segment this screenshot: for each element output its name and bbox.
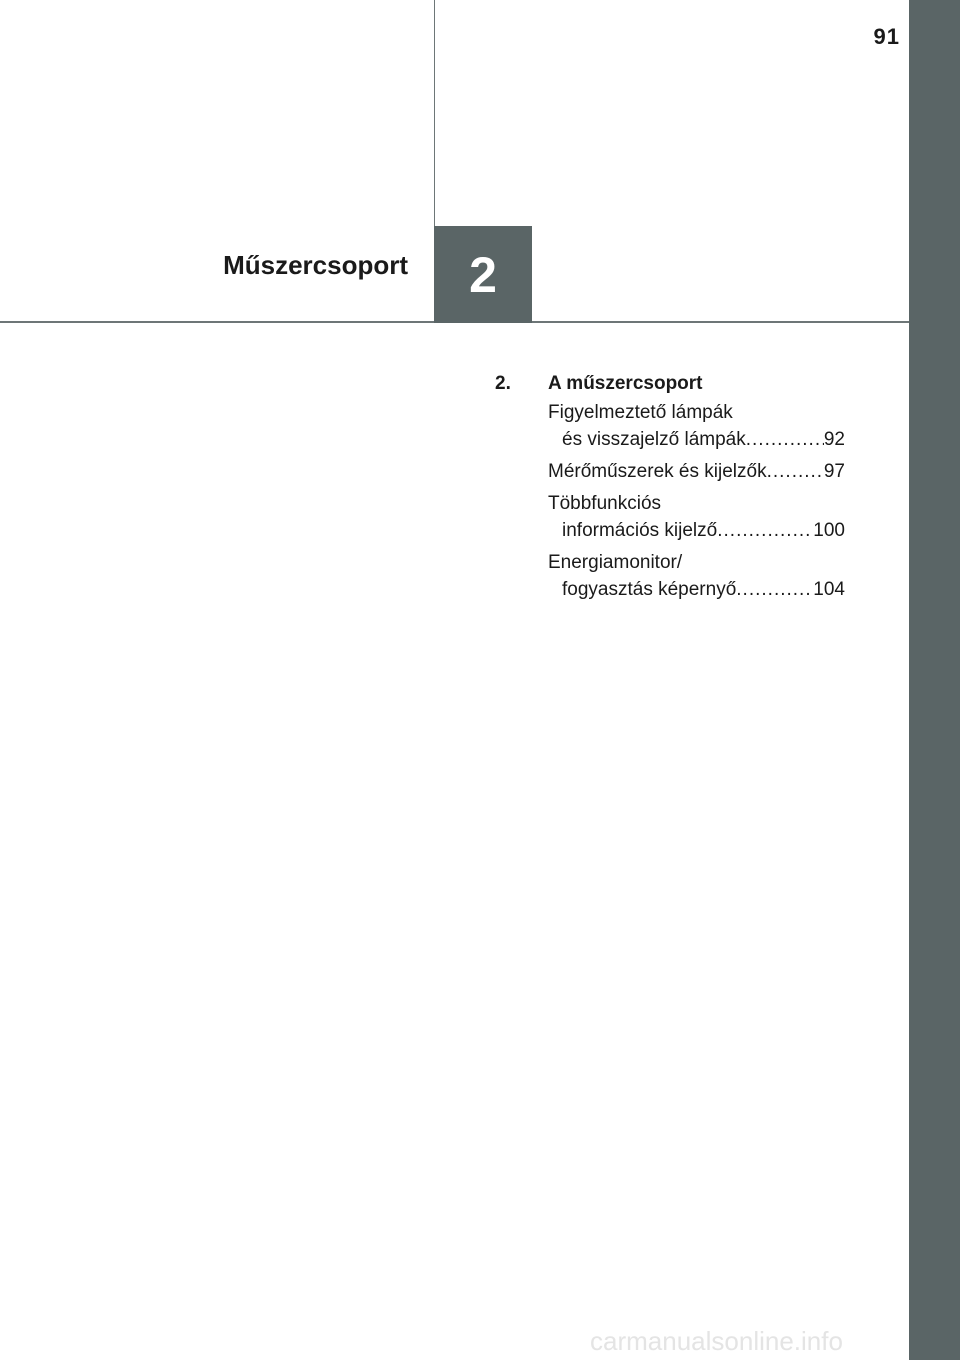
toc-entry-line2: információs kijelző — [562, 520, 718, 541]
toc-leader-dots — [746, 426, 824, 453]
toc-entry-line1: Mérőműszerek és kijelzők — [548, 461, 767, 482]
toc-section-heading — [495, 370, 845, 397]
toc-entry-gauges[interactable] — [548, 458, 845, 485]
chapter-number-box: 2 — [434, 226, 532, 323]
toc-leader-dots — [736, 576, 813, 603]
toc-entry-line2: és visszajelző lámpák — [562, 429, 746, 450]
page-number: 91 — [873, 24, 900, 49]
toc-leader-dots — [767, 458, 824, 485]
toc-section-number: 2. — [495, 373, 511, 394]
toc-section-title: A műszercsoport — [548, 373, 703, 394]
table-of-contents — [495, 370, 845, 608]
toc-entry-multi-info-display[interactable] — [548, 490, 845, 544]
toc-entry-page: 104 — [813, 579, 845, 600]
toc-entry-line1: Figyelmeztető lámpák — [548, 402, 733, 423]
toc-entry-energy-monitor[interactable] — [548, 549, 845, 603]
toc-leader-dots — [717, 517, 813, 544]
toc-entry-warning-lights[interactable] — [548, 399, 845, 453]
watermark: carmanualsonline.info — [590, 1326, 843, 1356]
toc-entry-page: 100 — [813, 520, 845, 541]
vertical-divider — [434, 0, 435, 226]
toc-entry-line1: Energiamonitor/ — [548, 552, 683, 573]
toc-entry-page: 92 — [823, 429, 845, 450]
chapter-title: Műszercsoport — [223, 250, 408, 280]
chapter-side-bar — [909, 0, 960, 1360]
toc-entry-line2: fogyasztás képernyő — [562, 579, 737, 600]
toc-entry-page: 97 — [823, 461, 845, 482]
toc-entry-line1: Többfunkciós — [548, 493, 662, 514]
